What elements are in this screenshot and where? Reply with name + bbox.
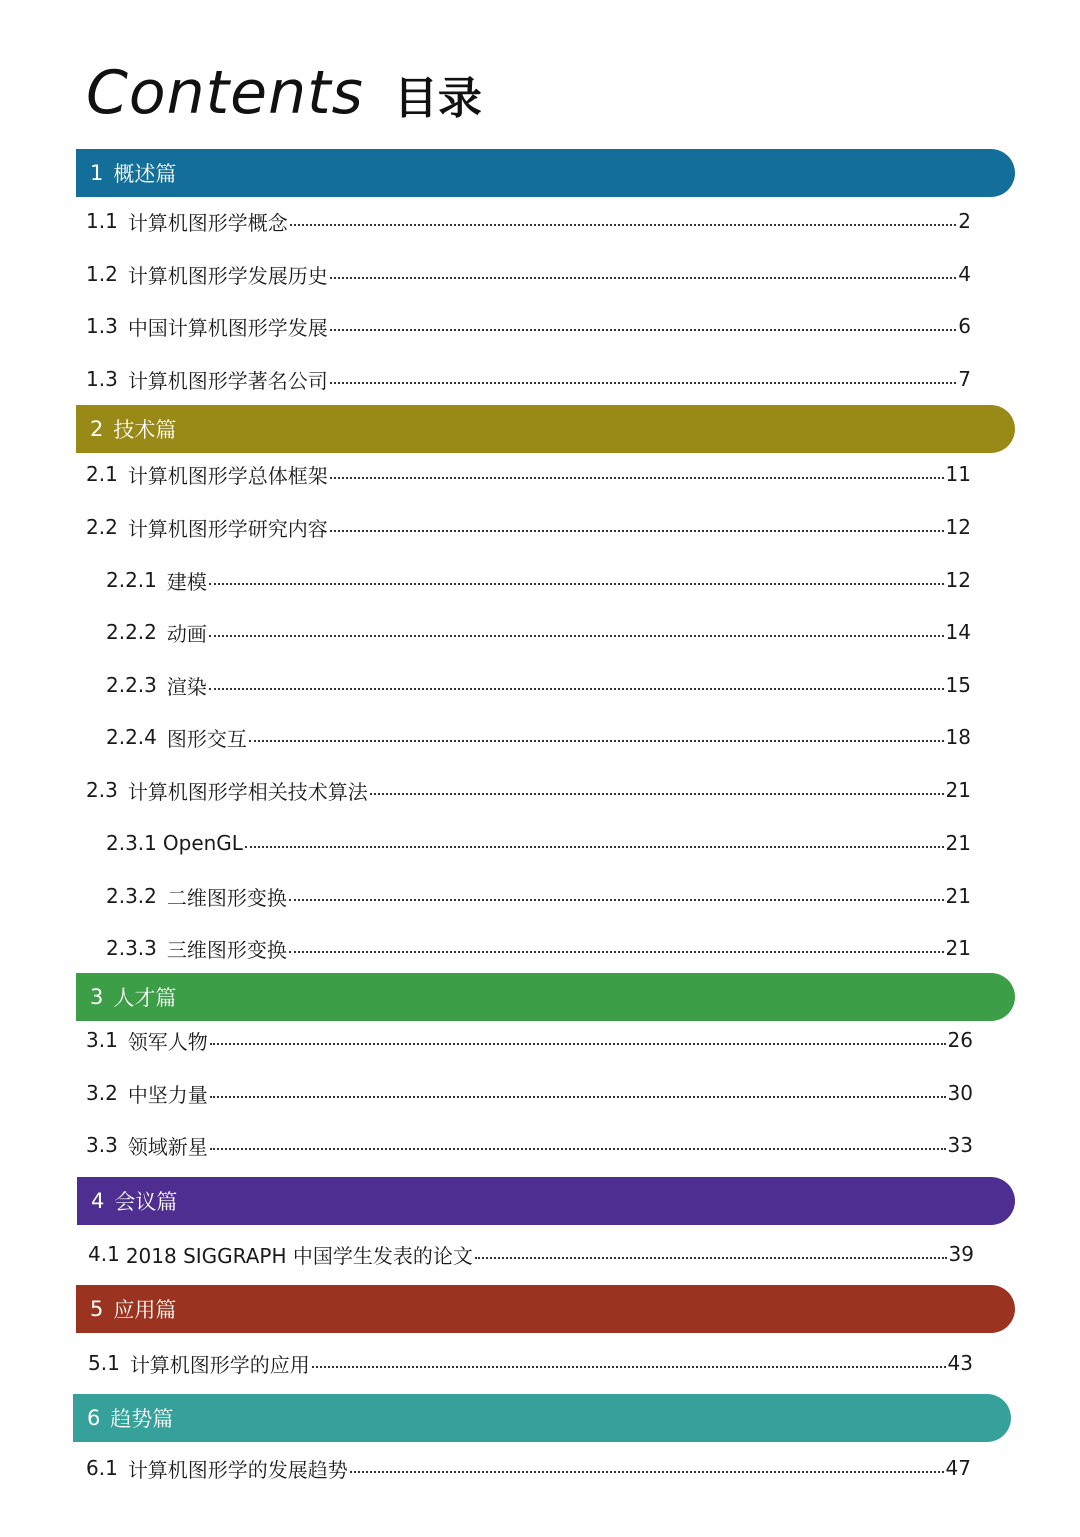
toc-entry[interactable] <box>106 722 971 752</box>
entry-number: 2.3.1 <box>106 831 157 855</box>
dot-leader <box>209 688 944 690</box>
section-band-2[interactable] <box>76 405 1015 453</box>
toc-entry[interactable] <box>106 565 971 595</box>
entry-number: 6.1 <box>86 1456 118 1480</box>
entry-page: 2 <box>958 209 971 233</box>
dot-leader <box>245 846 944 848</box>
entry-number: 2.1 <box>86 462 118 486</box>
section-number: 5 <box>90 1297 104 1321</box>
entry-number: 1.2 <box>86 262 118 286</box>
dot-leader <box>350 1471 944 1473</box>
entry-label: 领域新星 <box>127 1134 208 1159</box>
entry-page: 7 <box>958 367 971 391</box>
entry-page: 4 <box>958 262 971 286</box>
section-band-3[interactable] <box>76 973 1015 1021</box>
dot-leader <box>210 1096 946 1098</box>
dot-leader <box>210 1043 946 1045</box>
entry-page: 39 <box>948 1242 974 1266</box>
toc-entry[interactable] <box>106 933 971 963</box>
section-name: 趋势篇 <box>110 1407 174 1431</box>
entry-number: 3.2 <box>86 1081 118 1105</box>
entry-number: 1.1 <box>86 209 118 233</box>
dot-leader <box>209 635 944 637</box>
dot-leader <box>370 793 944 795</box>
entry-page: 30 <box>947 1081 973 1105</box>
entry-label: 计算机图形学的应用 <box>129 1352 310 1377</box>
entry-number: 2.2.3 <box>106 673 157 697</box>
title-english: Contents <box>86 58 364 128</box>
entry-label: 2018 SIGGRAPH 中国学生发表的论文 <box>125 1243 473 1268</box>
section-number: 6 <box>87 1406 101 1430</box>
entry-label: 渲染 <box>166 674 207 699</box>
entry-page: 14 <box>945 620 971 644</box>
section-name: 概述篇 <box>113 162 177 186</box>
entry-page: 18 <box>945 725 971 749</box>
entry-page: 12 <box>945 568 971 592</box>
section-number: 2 <box>90 417 104 441</box>
entry-label: 计算机图形学发展历史 <box>127 263 328 288</box>
toc-entry[interactable] <box>86 311 971 341</box>
toc-entry[interactable] <box>86 459 971 489</box>
entry-page: 47 <box>945 1456 971 1480</box>
dot-leader <box>289 951 944 953</box>
entry-label: 中国计算机图形学发展 <box>127 315 328 340</box>
toc-entry[interactable] <box>106 881 971 911</box>
entry-label: 计算机图形学研究内容 <box>127 516 328 541</box>
entry-number: 5.1 <box>88 1351 120 1375</box>
entry-number: 2.2 <box>86 515 118 539</box>
dot-leader <box>209 583 944 585</box>
dot-leader <box>290 224 956 226</box>
toc-entry[interactable] <box>86 364 971 394</box>
entry-page: 21 <box>945 884 971 908</box>
entry-label: 二维图形变换 <box>166 885 287 910</box>
toc-entry[interactable] <box>86 1130 973 1160</box>
entry-number: 2.3.3 <box>106 936 157 960</box>
entry-label: 计算机图形学的发展趋势 <box>127 1457 348 1482</box>
dot-leader <box>249 740 944 742</box>
section-band-1[interactable] <box>76 149 1015 197</box>
dot-leader <box>330 530 944 532</box>
section-name: 会议篇 <box>114 1190 178 1214</box>
entry-label: OpenGL <box>162 831 243 855</box>
entry-number: 3.1 <box>86 1028 118 1052</box>
toc-entry[interactable] <box>88 1239 974 1269</box>
entry-number: 2.2.2 <box>106 620 157 644</box>
entry-number: 1.3 <box>86 367 118 391</box>
entry-number: 2.2.4 <box>106 725 157 749</box>
entry-number: 4.1 <box>88 1242 120 1266</box>
title-chinese: 目录 <box>393 73 482 124</box>
section-band-4[interactable] <box>77 1177 1015 1225</box>
entry-label: 中坚力量 <box>127 1082 208 1107</box>
entry-number: 3.3 <box>86 1133 118 1157</box>
section-band-5[interactable] <box>76 1285 1015 1333</box>
entry-label: 计算机图形学概念 <box>127 210 288 235</box>
dot-leader <box>312 1366 946 1368</box>
entry-page: 11 <box>945 462 971 486</box>
entry-label: 建模 <box>166 569 207 594</box>
entry-label: 三维图形变换 <box>166 937 287 962</box>
toc-entry[interactable] <box>86 1078 973 1108</box>
toc-entry[interactable] <box>86 206 971 236</box>
dot-leader <box>330 477 944 479</box>
section-number: 3 <box>90 985 104 1009</box>
toc-entry[interactable] <box>88 1348 973 1378</box>
section-number: 4 <box>91 1189 105 1213</box>
entry-page: 21 <box>945 831 971 855</box>
dot-leader <box>330 382 956 384</box>
entry-number: 1.3 <box>86 314 118 338</box>
section-name: 技术篇 <box>113 418 177 442</box>
entry-label: 领军人物 <box>127 1029 208 1054</box>
toc-entry[interactable] <box>86 512 971 542</box>
dot-leader <box>210 1148 946 1150</box>
entry-label: 计算机图形学著名公司 <box>127 368 328 393</box>
section-name: 人才篇 <box>113 986 177 1010</box>
toc-entry[interactable] <box>106 670 971 700</box>
entry-page: 6 <box>958 314 971 338</box>
entry-page: 21 <box>945 936 971 960</box>
toc-entry[interactable] <box>86 1453 971 1483</box>
entry-number: 2.3.2 <box>106 884 157 908</box>
entry-number: 2.2.1 <box>106 568 157 592</box>
section-number: 1 <box>90 161 104 185</box>
entry-page: 43 <box>947 1351 973 1375</box>
entry-page: 33 <box>947 1133 973 1157</box>
entry-label: 计算机图形学相关技术算法 <box>127 779 368 804</box>
page-title <box>86 58 482 138</box>
dot-leader <box>330 277 956 279</box>
toc-entry[interactable] <box>106 828 971 858</box>
entry-page: 15 <box>945 673 971 697</box>
entry-page: 12 <box>945 515 971 539</box>
toc-entry[interactable] <box>86 775 971 805</box>
section-name: 应用篇 <box>113 1298 177 1322</box>
entry-label: 计算机图形学总体框架 <box>127 463 328 488</box>
entry-label: 动画 <box>166 621 207 646</box>
section-band-6[interactable] <box>73 1394 1011 1442</box>
entry-label: 图形交互 <box>166 726 247 751</box>
entry-page: 21 <box>945 778 971 802</box>
dot-leader <box>289 899 944 901</box>
toc-entry[interactable] <box>106 617 971 647</box>
toc-entry[interactable] <box>86 259 971 289</box>
dot-leader <box>475 1257 947 1259</box>
entry-page: 26 <box>947 1028 973 1052</box>
toc-entry[interactable] <box>86 1025 973 1055</box>
dot-leader <box>330 329 956 331</box>
entry-number: 2.3 <box>86 778 118 802</box>
